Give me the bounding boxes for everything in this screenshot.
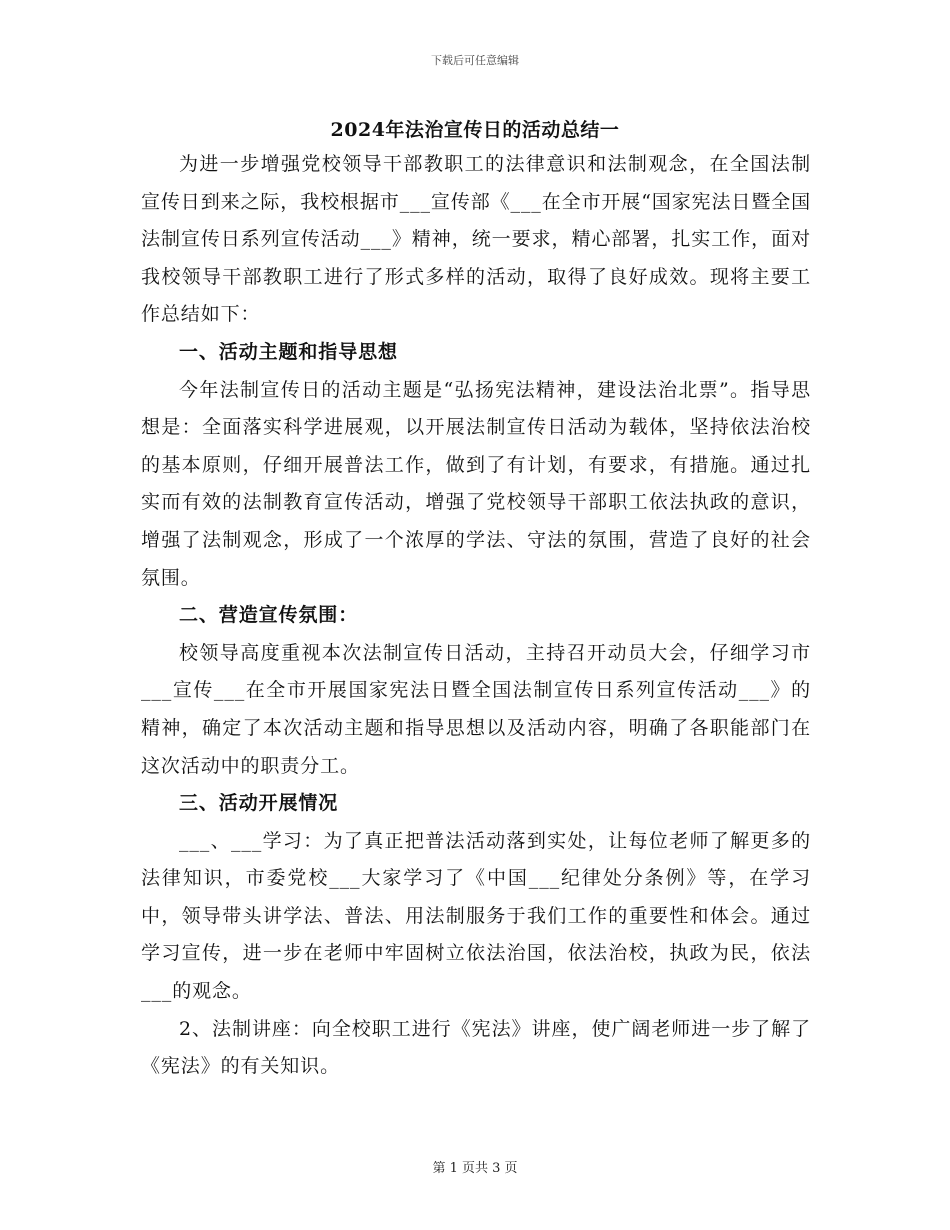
document-body (141, 146, 811, 1086)
section-2-paragraph: 校领导高度重视本次法制宣传日活动，主持召开动员大会，仔细学习市___宣传___在全市开展国家宪法日暨全国法制宣传日系列宣传活动___》的精神，确定了本次活动主题和指导思想以及活动内容，明确了各职能部门在这次活动中的职责分工。 (141, 641, 811, 777)
section-1-heading: 一、活动主题和指导思想 (179, 340, 398, 363)
section-2-heading: 二、营造宣传氛围： (179, 604, 359, 627)
section-3-item-1: ___、___学习：为了真正把普法活动落到实处，让每位老师了解更多的法律知识，市委党校___大家学习了《中国___纪律处分条例》等，在学习中，领导带头讲学法、普法、用法制服务于我们工作的重要性和体会。通过学习宣传，进一步在老师中牢固树立依法治国，依法治校，执政为民，依法___的观念。 (141, 829, 811, 1003)
intro-paragraph: 为进一步增强党校领导干部教职工的法律意识和法制观念，在全国法制宣传日到来之际，我校根据市___宣传部《___在全市开展“国家宪法日暨全国法制宣传日系列宣传活动___》精神，统一要求，精心部署，扎实工作，面对我校领导干部教职工进行了形式多样的活动，取得了良好成效。现将主要工作总结如下： (141, 153, 812, 326)
header-note: 下载后可任意编辑 (431, 54, 519, 67)
section-3-item-2: 2、法制讲座：向全校职工进行《宪法》讲座，使广阔老师进一步了解了《宪法》的有关知识。 (141, 1017, 811, 1078)
section-3-heading: 三、活动开展情况 (179, 792, 339, 815)
page-footer: 第 1 页共 3 页 (432, 1161, 518, 1176)
document-title: 2024年法治宣传日的活动总结一 (330, 119, 620, 141)
section-1-paragraph: 今年法制宣传日的活动主题是“弘扬宪法精神，建设法治北票”。指导思想是：全面落实科学进展观，以开展法制宣传日活动为载体，坚持依法治校的基本原则，仔细开展普法工作，做到了有计划，有要求，有措施。通过扎实而有效的法制教育宣传活动，增强了党校领导干部职工依法执政的意识，增强了法制观念，形成了一个浓厚的学法、守法的氛围，营造了良好的社会氛围。 (141, 378, 811, 589)
